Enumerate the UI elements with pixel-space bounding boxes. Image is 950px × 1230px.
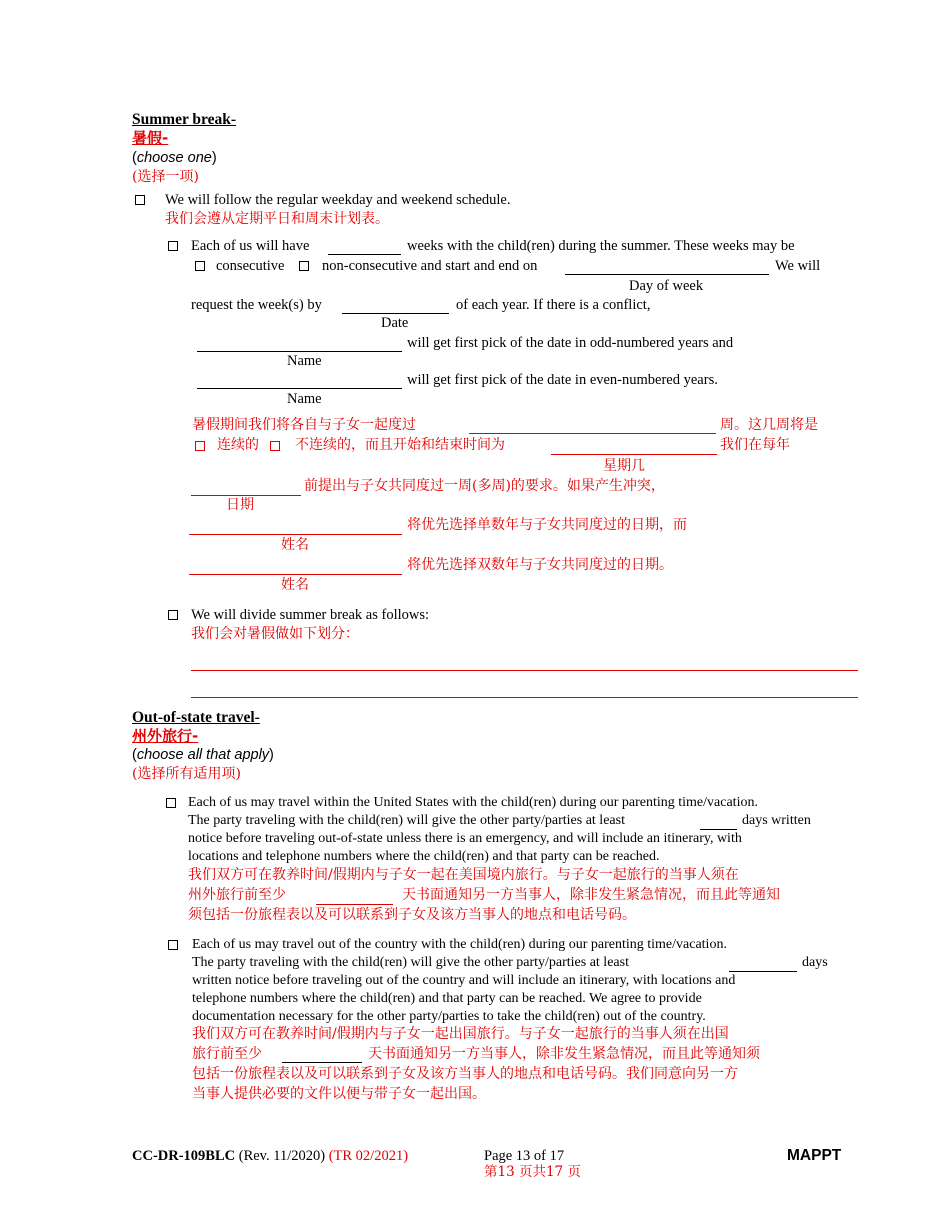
day-of-week-label: Day of week [629, 278, 704, 294]
name-label-odd: Name [287, 353, 322, 369]
even-years-text: will get first pick of the date in even-numbered years. [407, 372, 718, 388]
name-label-even: Name [287, 391, 322, 407]
request-text-a: request the week(s) by [191, 297, 322, 313]
intl-travel-zh4: 当事人提供必要的文件以便与带子女一起出国。 [192, 1086, 486, 1102]
zh-line2c: 我们在每年 [720, 437, 790, 453]
request-date-field[interactable] [342, 313, 449, 314]
us-travel-line2a: The party traveling with the child(ren) will give the other party/parties at least [188, 813, 625, 828]
summer-opt2-line1a: Each of us will have [191, 238, 310, 254]
odd-years-text: will get first pick of the date in odd-numbered years and [407, 335, 734, 351]
intl-travel-zh1: 我们双方可在教养时间/假期内与子女一起出国旅行。与子女一起旅行的当事人须在出国 [192, 1026, 729, 1042]
request-text-b: of each year. If there is a conflict, [456, 297, 651, 313]
zh-non-consecutive-label: 不连续的，而且开始和结束时间为 [295, 437, 505, 453]
zh-even-name-field[interactable] [189, 574, 402, 575]
us-travel-zh3: 须包括一份旅程表以及可以联系到子女及该方当事人的地点和电话号码。 [188, 907, 636, 923]
zh-weeks-field[interactable] [469, 433, 716, 434]
intl-travel-zh2a: 旅行前至少 [192, 1046, 262, 1062]
non-consecutive-label: non-consecutive and start and end on [322, 258, 538, 274]
brand-mappt: MAPPT [787, 1147, 842, 1164]
odd-year-name-field[interactable] [197, 351, 402, 352]
form-rev: (Rev. 11/2020) [238, 1148, 326, 1164]
zh-odd-name-field[interactable] [189, 534, 402, 535]
zh-request-date-field[interactable] [191, 495, 301, 496]
us-travel-line2b: days written [742, 813, 811, 828]
us-days-field-zh[interactable] [316, 904, 393, 905]
intl-days-field[interactable] [729, 971, 797, 972]
us-travel-line1: Each of us may travel within the United States with the child(ren) during our parenting time/vacation. [188, 795, 758, 810]
us-travel-line4: locations and telephone numbers where the child(ren) and that party can be reached. [188, 849, 660, 864]
intl-travel-zh2b: 天书面通知另一方当事人，除非发生紧急情况，而且此等通知须 [368, 1046, 760, 1062]
summer-choose: (choose one) [132, 150, 217, 166]
summer-opt2-line1b: weeks with the child(ren) during the summer. These weeks may be [407, 238, 795, 254]
intl-travel-line2b: days [802, 955, 828, 970]
summer-division-line2[interactable] [191, 697, 858, 698]
summer-heading-zh: 暑假- [132, 129, 169, 147]
even-year-name-field[interactable] [197, 388, 402, 389]
intl-travel-checkbox[interactable] [168, 940, 178, 950]
zh-even-years-text: 将优先选择双数年与子女共同度过的日期。 [407, 557, 673, 573]
us-travel-line3: notice before traveling out-of-state unless there is an emergency, and will include an itinerary, with [188, 831, 742, 846]
page-number-zh: 第13 页共17 页 [484, 1164, 581, 1180]
date-label: Date [381, 315, 409, 331]
zh-consecutive-checkbox[interactable] [195, 441, 205, 451]
zh-non-consecutive-checkbox[interactable] [270, 441, 280, 451]
us-travel-zh2b: 天书面通知另一方当事人，除非发生紧急情况，而且此等通知 [402, 887, 780, 903]
zh-day-of-week-label: 星期几 [603, 458, 645, 474]
form-id: CC-DR-109BLC [132, 1148, 236, 1164]
travel-heading-zh: 州外旅行- [132, 727, 199, 745]
us-travel-checkbox[interactable] [166, 798, 176, 808]
zh-line3: 前提出与子女共同度过一周(多周)的要求。如果产生冲突， [304, 478, 665, 494]
zh-consecutive-label: 连续的 [217, 437, 259, 453]
summer-division-line1[interactable] [191, 670, 858, 671]
intl-travel-line1: Each of us may travel out of the country with the child(ren) during our parenting time/vacation. [192, 937, 727, 952]
form-tr: (TR 02/2021) [328, 1148, 409, 1164]
intl-travel-line2a: The party traveling with the child(ren) will give the other party/parties at least [192, 955, 629, 970]
summer-opt3-checkbox[interactable] [168, 610, 178, 620]
us-days-field[interactable] [700, 829, 737, 830]
us-travel-zh2a: 州外旅行前至少 [188, 887, 286, 903]
summer-opt3-text-zh: 我们会对暑假做如下划分： [191, 626, 359, 642]
summer-opt1-text-zh: 我们会遵从定期平日和周末计划表。 [165, 211, 389, 227]
zh-line1a: 暑假期间我们将各自与子女一起度过 [192, 417, 416, 433]
consecutive-label: consecutive [216, 258, 285, 274]
non-consecutive-checkbox[interactable] [299, 261, 309, 271]
summer-choose-zh: (选择一项) [132, 169, 199, 185]
zh-name-label-even: 姓名 [281, 577, 309, 593]
intl-travel-line3: written notice before traveling out of the country and will include an itinerary, with locations and [192, 973, 736, 988]
summer-heading: Summer break- [132, 111, 237, 128]
zh-name-label-odd: 姓名 [281, 537, 309, 553]
intl-travel-line5: documentation necessary for the other party/parties to take the child(ren) out of the country. [192, 1009, 706, 1024]
summer-opt3-text: We will divide summer break as follows: [191, 607, 430, 623]
us-travel-zh1: 我们双方可在教养时间/假期内与子女一起在美国境内旅行。与子女一起旅行的当事人须在 [188, 867, 739, 883]
summer-opt2-checkbox[interactable] [168, 241, 178, 251]
zh-day-of-week-field[interactable] [551, 454, 717, 455]
page-number: Page 13 of 17 [484, 1148, 565, 1164]
weeks-count-field[interactable] [328, 254, 401, 255]
consecutive-checkbox[interactable] [195, 261, 205, 271]
footer-form-info [132, 1148, 408, 1165]
day-of-week-field[interactable] [565, 274, 769, 275]
summer-opt1-checkbox[interactable] [135, 195, 145, 205]
travel-choose: (choose all that apply) [132, 747, 274, 763]
zh-odd-years-text: 将优先选择单数年与子女共同度过的日期，而 [407, 517, 687, 533]
travel-heading: Out-of-state travel- [132, 709, 260, 726]
intl-travel-line4: telephone numbers where the child(ren) and that party can be reached. We agree to provide [192, 991, 702, 1006]
intl-travel-zh3: 包括一份旅程表以及可以联系到子女及该方当事人的地点和电话号码。我们同意向另一方 [192, 1066, 738, 1082]
zh-date-label: 日期 [226, 497, 254, 513]
we-will-text: We will [775, 258, 821, 274]
intl-days-field-zh[interactable] [282, 1062, 362, 1063]
summer-opt1-text: We will follow the regular weekday and weekend schedule. [165, 192, 511, 208]
travel-choose-zh: (选择所有适用项) [132, 766, 241, 782]
zh-line1b: 周。这几周将是 [720, 417, 818, 433]
